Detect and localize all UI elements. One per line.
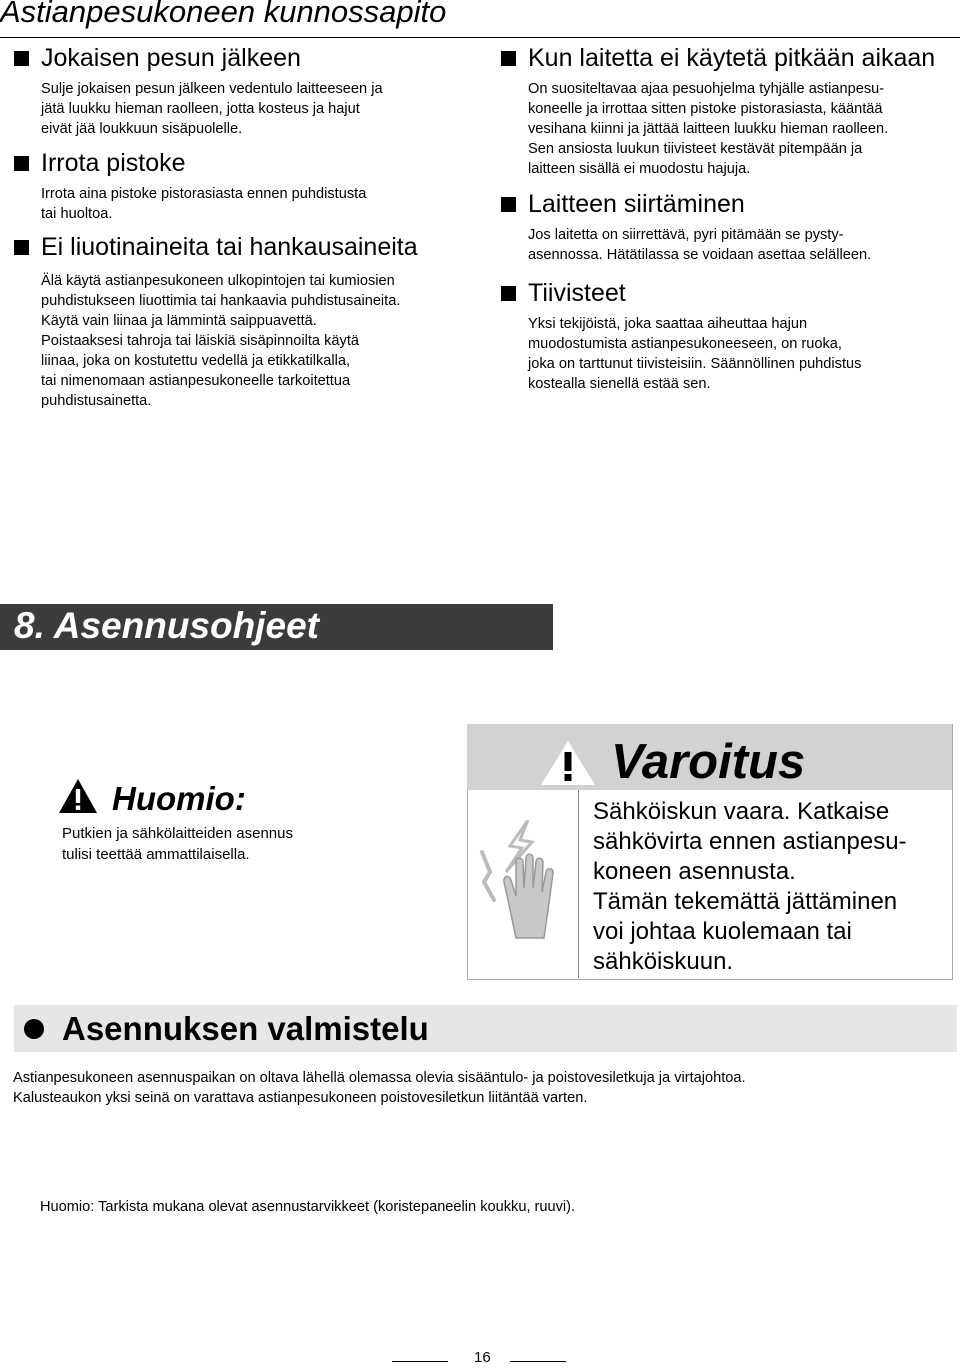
page-number: 16 <box>474 1349 491 1366</box>
warning-line: Sähköiskun vaara. Katkaise <box>593 798 890 825</box>
caution-label: Huomio: <box>112 779 246 817</box>
prep-line: Astianpesukoneen asennuspaikan on oltava lähellä olemassa olevia sisääntulo- ja poistovesiletkuja ja virtajohtoa. <box>13 1070 746 1086</box>
section-line: Jos laitetta on siirrettävä, pyri pitämään se pysty- <box>528 227 844 243</box>
square-bullet-icon <box>501 197 516 212</box>
section-line: tai huoltoa. <box>41 206 113 222</box>
warning-divider <box>578 790 579 978</box>
square-bullet-icon <box>501 286 516 301</box>
section-line: eivät jää loukkuun sisäpuolelle. <box>41 121 243 137</box>
caution-text <box>62 823 293 865</box>
prep-heading <box>24 1005 429 1052</box>
prep-title: Asennuksen valmistelu <box>62 1009 429 1047</box>
warning-line: Tämän tekemättä jättäminen <box>593 888 898 915</box>
section-unplug <box>14 148 464 224</box>
caution-line: Putkien ja sähkölaitteiden asennus <box>62 825 293 842</box>
section-line: Sen ansiosta luukun tiivisteet kestävät pitempään ja <box>528 141 863 157</box>
section-seals <box>501 278 956 394</box>
section-line: Irrota aina pistoke pistorasiasta ennen puhdistusta <box>41 186 367 202</box>
section-moving <box>501 189 956 265</box>
warning-text <box>593 797 948 977</box>
warning-line: sähkövirta ennen astianpesu- <box>593 828 907 855</box>
warning-line: voi johtaa kuolemaan tai <box>593 918 852 945</box>
section-line: Älä käytä astianpesukoneen ulkopintojen tai kumiosien <box>41 273 395 289</box>
section-line: laitteen sisällä ei muodostu hajuja. <box>528 161 751 177</box>
warning-triangle-icon <box>540 740 596 791</box>
section-line: jätä luukku hieman raolleen, jotta kosteus ja hajut <box>41 101 360 117</box>
section-line: koneelle ja irrottaa sitten pistoke pistorasiasta, kääntää <box>528 101 883 117</box>
warning-line: koneen asennusta. <box>593 858 796 885</box>
square-bullet-icon <box>14 156 29 171</box>
prep-text <box>13 1068 746 1108</box>
electric-shock-hand-icon <box>476 820 576 945</box>
section-title: Irrota pistoke <box>41 149 186 177</box>
section-line: muodostumista astianpesukoneeseen, on ruoka, <box>528 336 842 352</box>
section-line: liinaa, joka on kostutettu vedellä ja etikkatilkalla, <box>41 353 351 369</box>
prep-line: Kalusteaukon yksi seinä on varattava astianpesukoneen poistovesiletkun liitäntää varten. <box>13 1090 588 1106</box>
note-text: Huomio: Tarkista mukana olevat asennustarvikkeet (koristepaneelin koukku, ruuvi). <box>40 1199 576 1215</box>
square-bullet-icon <box>14 51 29 66</box>
section-after-wash <box>14 43 464 139</box>
section-line: asennossa. Hätätilassa se voidaan asettaa selälleen. <box>528 247 872 263</box>
section-line: Sulje jokaisen pesun jälkeen vedentulo laitteeseen ja <box>41 81 383 97</box>
square-bullet-icon <box>14 240 29 255</box>
chapter-title: 8. Asennusohjeet <box>14 605 319 646</box>
section-long-unused <box>501 43 956 179</box>
page-title: Astianpesukoneen kunnossapito <box>0 0 447 29</box>
caution-heading <box>58 778 246 819</box>
section-no-solvents <box>14 232 464 411</box>
page-number-rule-right <box>510 1361 566 1362</box>
section-line: Yksi tekijöistä, joka saattaa aiheuttaa hajun <box>528 316 808 332</box>
square-bullet-icon <box>501 51 516 66</box>
warning-line: sähköiskuun. <box>593 948 734 975</box>
section-line: vesihana kiinni ja jättää laitteen luukku hieman raolleen. <box>528 121 889 137</box>
section-line: tai nimenomaan astianpesukoneelle tarkoitettua <box>41 373 351 389</box>
section-line: joka on tarttunut tiivisteisiin. Säännöllinen puhdistus <box>528 356 862 372</box>
title-rule <box>0 37 960 38</box>
section-line: Poistaaksesi tahroja tai läiskiä sisäpinnoilta käytä <box>41 333 359 349</box>
section-title: Tiivisteet <box>528 279 626 307</box>
section-title: Ei liuotinaineita tai hankausaineita <box>41 233 418 261</box>
section-title: Laitteen siirtäminen <box>528 190 745 218</box>
warning-label: Varoitus <box>611 735 806 789</box>
section-line: kostealla sienellä estää sen. <box>528 376 711 392</box>
section-line: Käytä vain liinaa ja lämmintä saippuavettä. <box>41 313 317 329</box>
page-number-rule-left <box>392 1361 448 1362</box>
section-line: On suositeltavaa ajaa pesuohjelma tyhjälle astianpesu- <box>528 81 885 97</box>
warning-triangle-icon <box>58 778 98 819</box>
section-title: Kun laitetta ei käytetä pitkään aikaan <box>528 44 936 72</box>
section-title: Jokaisen pesun jälkeen <box>41 44 301 72</box>
section-line: puhdistusainetta. <box>41 393 152 409</box>
round-bullet-icon <box>24 1019 44 1039</box>
section-line: puhdistukseen liuottimia tai hankaavia puhdistusaineita. <box>41 293 401 309</box>
caution-line: tulisi teettää ammattilaisella. <box>62 846 250 863</box>
